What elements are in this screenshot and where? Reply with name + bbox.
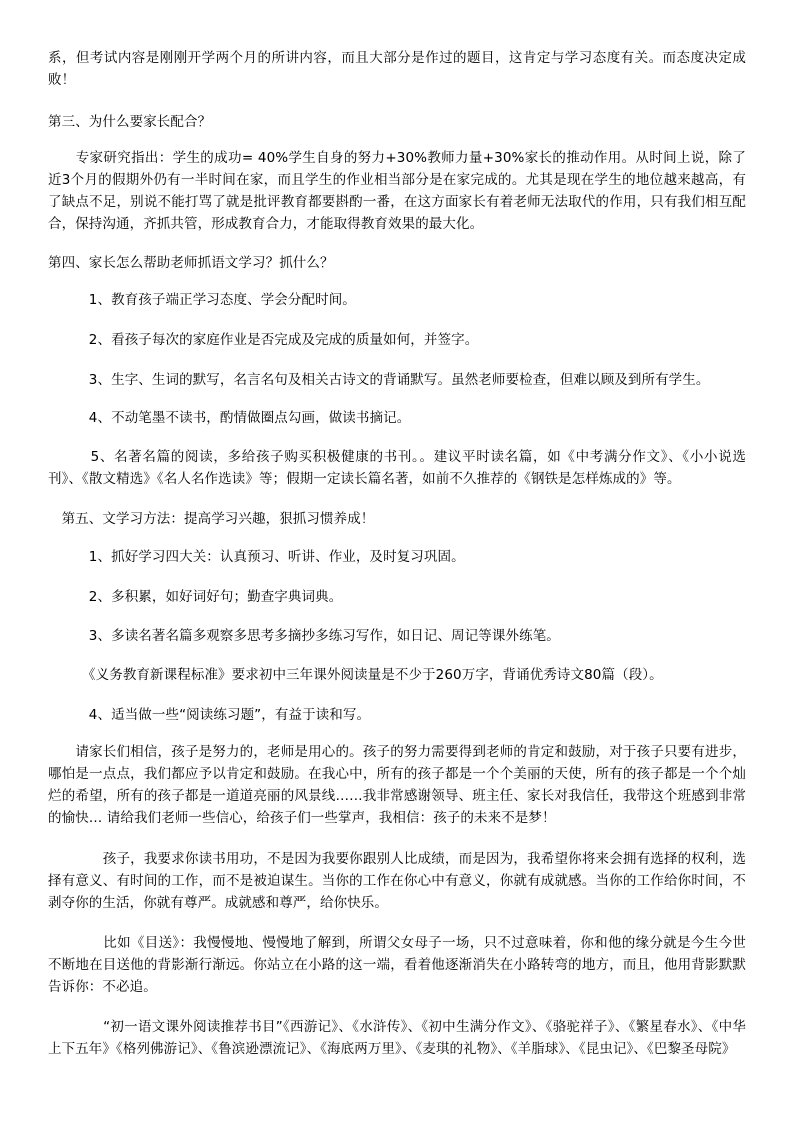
list-item-4: 4、不动笔墨不读书，酌情做圈点勾画，做读书摘记。 <box>48 410 411 426</box>
list-item-2: 2、看孩子每次的家庭作业是否完成及完成的质量如何，并签字。 <box>48 332 479 348</box>
heading-section-4: 第四、家长怎么帮助老师抓语文学习？抓什么？ <box>48 255 334 271</box>
heading-section-5: 第五、文学习方法：提高学习兴趣，狠抓习惯养成！ <box>48 511 375 527</box>
heading-section-3: 第三、为什么要家长配合？ <box>48 114 212 130</box>
list-item-1: 1、教育孩子端正学习态度、学会分配时间。 <box>48 292 356 308</box>
method-item-4: 4、适当做一些“阅读练习题”，有益于读和写。 <box>48 707 371 723</box>
list-item-3: 3、生字、生词的默写，名言名句及相关古诗文的背诵默写。虽然老师要检查，但难以顾及到所有学生。 <box>48 372 710 388</box>
method-item-3: 3、多读名著名篇多观察多思考多摘抄多练习写作，如日记、周记等课外练笔。 <box>48 628 560 644</box>
paragraph-mu-song: 比如《目送》：我慢慢地、慢慢地了解到，所谓父女母子一场，只不过意味着，你和他的缘分就是今生今世不断地在目送他的背影渐行渐远。你站立在小路的这一端，看着他逐渐消失在小路转弯的地方，而且，他用背影默默告诉你：不必追。 <box>48 935 746 995</box>
paragraph-trust: 请家长们相信，孩子是努力的，老师是用心的。孩子的努力需要得到老师的肯定和鼓励，对于孩子只要有进步，哪怕是一点点，我们都应予以肯定和鼓励。在我心中，所有的孩子都是一个个美丽的天使，所有的孩子都是一个个灿烂的希望，所有的孩子都是一道道亮丽的风景线……我非常感谢领导、班主任、家长对我信任，我带这个班感到非常的愉快… 请给我们老师一些信心，给孩子们一些掌声，我相信：孩子的未来不是梦！ <box>48 744 746 826</box>
paragraph-reading-list: “初一语文课外阅读推荐书目”《西游记》、《水浒传》、《初中生满分作文》、《骆驼祥子》、《繁星春水》、《中华上下五年》《格列佛游记》、《鲁滨逊漂流记》、《海底两万里》、《麦琪的礼物》、《羊脂球》、《昆虫记》、《巴黎圣母院》 <box>48 1019 746 1057</box>
list-item-5: 5、名著名篇的阅读，多给孩子购买积极健康的书刊。。建议平时读名篇，如《中考满分作文》、《小小说选刊》、《散文精选》《名人名作选读》等；假期一定读长篇名著，如前不久推荐的《钢铁是怎样炼成的》等。 <box>48 449 746 487</box>
paragraph-continuation: 系，但考试内容是刚刚开学两个月的所讲内容，而且大部分是作过的题目，这肯定与学习态度有关。而态度决定成败！ <box>48 50 746 88</box>
method-item-1: 1、抓好学习四大关：认真预习、听讲、作业，及时复习巩固。 <box>48 549 465 565</box>
curriculum-standard: 《义务教育新课程标准》要求初中三年课外阅读量是不少于260万字，背诵优秀诗文80篇（段）。 <box>48 667 663 683</box>
paragraph-study-hard: 孩子，我要求你读书用功，不是因为我要你跟别人比成绩，而是因为，我希望你将来会拥有选择的权利，选择有意义、有时间的工作，而不是被迫谋生。当你的工作在你心中有意义，你就有成就感。当你的工作给你时间，不剥夺你的生活，你就有尊严。成就感和尊严，给你快乐。 <box>48 851 746 911</box>
paragraph-parent-cooperation: 专家研究指出：学生的成功= 40%学生自身的努力+30%教师力量+30%家长的推动作用。从时间上说，除了近3个月的假期外仍有一半时间在家，而且学生的作业相当部分是在家完成的。尤其是现在学生的地位越来越高，有了缺点不足，别说不能打骂了就是批评教育都要斟酌一番，在这方面家长有着老师无法取代的作用，只有我们相互配合，保持沟通，齐抓共管，形成教育合力，才能取得教育效果的最大化。 <box>48 150 746 232</box>
method-item-2: 2、多积累，如好词好句；勤查字典词典。 <box>48 589 343 605</box>
